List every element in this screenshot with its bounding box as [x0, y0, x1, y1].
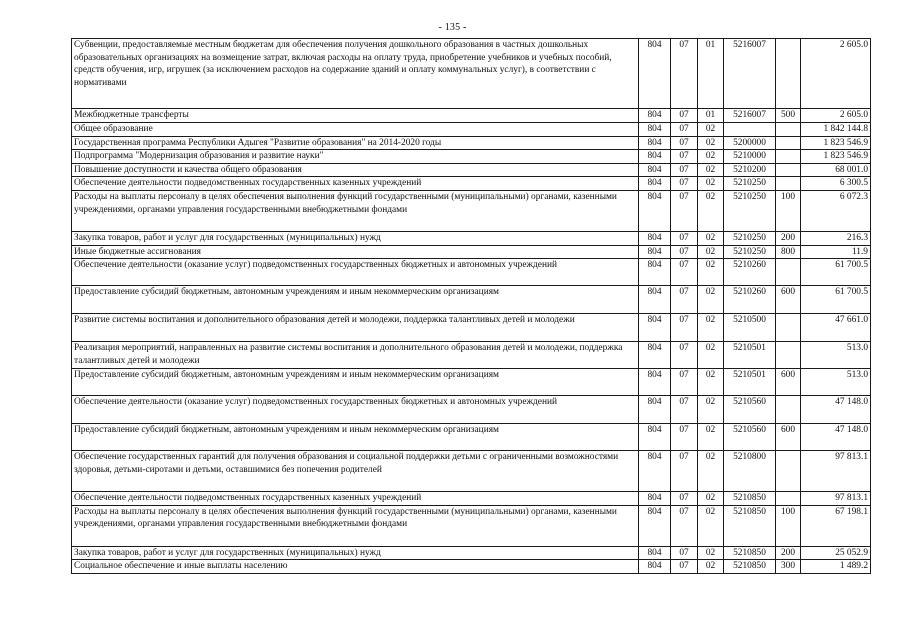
subsection-code-cell: 02	[698, 245, 724, 259]
grbs-code-cell: 804	[639, 39, 671, 109]
expense-type-cell	[776, 259, 801, 286]
target-article-cell: 5210501	[724, 342, 776, 369]
grbs-code-cell: 804	[639, 342, 671, 369]
grbs-code-cell: 804	[639, 546, 671, 560]
expense-type-cell	[776, 136, 801, 150]
grbs-code-cell: 804	[639, 492, 671, 506]
subsection-code-cell: 01	[698, 109, 724, 123]
grbs-code-cell: 804	[639, 369, 671, 396]
expense-type-cell	[776, 123, 801, 137]
expense-name-cell: Развитие системы воспитания и дополнительного образования детей и молодежи, поддержка талантливых детей и молодежи	[72, 314, 639, 342]
subsection-code-cell: 02	[698, 163, 724, 177]
subsection-code-cell: 02	[698, 231, 724, 245]
grbs-code-cell: 804	[639, 136, 671, 150]
expense-name-cell: Социальное обеспечение и иные выплаты населению	[72, 560, 639, 574]
section-code-cell: 07	[671, 451, 698, 492]
section-code-cell: 07	[671, 177, 698, 191]
section-code-cell: 07	[671, 314, 698, 342]
expense-name-cell: Обеспечение деятельности подведомственных государственных казенных учреждений	[72, 177, 639, 191]
section-code-cell: 07	[671, 39, 698, 109]
expense-name-cell: Подпрограмма "Модернизация образования и развитие науки"	[72, 150, 639, 164]
subsection-code-cell: 02	[698, 190, 724, 231]
target-article-cell: 5210260	[724, 286, 776, 314]
table-row	[72, 190, 871, 231]
table-row	[72, 492, 871, 506]
table-row	[72, 505, 871, 546]
target-article-cell: 5210850	[724, 505, 776, 546]
amount-cell: 1 823 546.9	[801, 136, 871, 150]
table-row	[72, 546, 871, 560]
grbs-code-cell: 804	[639, 286, 671, 314]
table-row	[72, 424, 871, 451]
grbs-code-cell: 804	[639, 259, 671, 286]
table-row	[72, 396, 871, 424]
target-article-cell: 5210200	[724, 163, 776, 177]
budget-table	[71, 38, 871, 574]
subsection-code-cell: 02	[698, 546, 724, 560]
subsection-code-cell: 02	[698, 451, 724, 492]
amount-cell: 513.0	[801, 369, 871, 396]
target-article-cell: 5210260	[724, 259, 776, 286]
expense-name-cell: Субвенции, предоставляемые местным бюджетам для обеспечения получения дошкольного образования в частных дошкольных образовательных организациях на возмещение затрат, включая расходы на оплату труда, приобретение учебников и учебных пособий, средств обучения, игр, игрушек (за исключением расходов на содержание зданий и оплату коммунальных услуг), в соответствии с нормативами	[72, 39, 639, 109]
grbs-code-cell: 804	[639, 245, 671, 259]
section-code-cell: 07	[671, 136, 698, 150]
subsection-code-cell: 02	[698, 342, 724, 369]
grbs-code-cell: 804	[639, 231, 671, 245]
target-article-cell: 5216007	[724, 39, 776, 109]
expense-type-cell	[776, 39, 801, 109]
target-article-cell: 5210560	[724, 396, 776, 424]
table-row	[72, 451, 871, 492]
section-code-cell: 07	[671, 259, 698, 286]
section-code-cell: 07	[671, 123, 698, 137]
target-article-cell: 5210250	[724, 177, 776, 191]
expense-name-cell: Реализация мероприятий, направленных на развитие системы воспитания и дополнительного образования детей и молодежи, поддержка талантливых детей и молодежи	[72, 342, 639, 369]
table-row	[72, 231, 871, 245]
expense-type-cell	[776, 342, 801, 369]
grbs-code-cell: 804	[639, 190, 671, 231]
section-code-cell: 07	[671, 109, 698, 123]
expense-type-cell	[776, 163, 801, 177]
table-row	[72, 314, 871, 342]
expense-name-cell: Предоставление субсидий бюджетным, автономным учреждениям и иным некоммерческим организациям	[72, 286, 639, 314]
grbs-code-cell: 804	[639, 560, 671, 574]
expense-type-cell	[776, 314, 801, 342]
table-row	[72, 136, 871, 150]
target-article-cell: 5210500	[724, 314, 776, 342]
table-row	[72, 342, 871, 369]
subsection-code-cell: 02	[698, 259, 724, 286]
expense-name-cell: Расходы на выплаты персоналу в целях обеспечения выполнения функций государственными (муниципальными) органами, казенными учреждениями, органами управления государственными внебюджетными фондами	[72, 190, 639, 231]
subsection-code-cell: 02	[698, 505, 724, 546]
target-article-cell: 5210850	[724, 546, 776, 560]
expense-type-cell	[776, 492, 801, 506]
section-code-cell: 07	[671, 369, 698, 396]
amount-cell: 68 001.0	[801, 163, 871, 177]
expense-type-cell: 200	[776, 231, 801, 245]
grbs-code-cell: 804	[639, 505, 671, 546]
expense-name-cell: Государственная программа Республики Адыгея "Развитие образования" на 2014-2020 годы	[72, 136, 639, 150]
target-article-cell: 5210501	[724, 369, 776, 396]
subsection-code-cell: 02	[698, 123, 724, 137]
amount-cell: 47 661.0	[801, 314, 871, 342]
subsection-code-cell: 02	[698, 177, 724, 191]
target-article-cell: 5210850	[724, 560, 776, 574]
section-code-cell: 07	[671, 546, 698, 560]
table-row	[72, 109, 871, 123]
expense-type-cell: 100	[776, 190, 801, 231]
target-article-cell: 5210560	[724, 424, 776, 451]
expense-type-cell	[776, 150, 801, 164]
target-article-cell: 5200000	[724, 136, 776, 150]
target-article-cell: 5210250	[724, 231, 776, 245]
amount-cell: 47 148.0	[801, 396, 871, 424]
amount-cell: 6 300.5	[801, 177, 871, 191]
amount-cell: 513.0	[801, 342, 871, 369]
subsection-code-cell: 02	[698, 560, 724, 574]
section-code-cell: 07	[671, 505, 698, 546]
expense-name-cell: Закупка товаров, работ и услуг для государственных (муниципальных) нужд	[72, 231, 639, 245]
amount-cell: 1 842 144.8	[801, 123, 871, 137]
target-article-cell: 5210250	[724, 190, 776, 231]
grbs-code-cell: 804	[639, 150, 671, 164]
expense-name-cell: Закупка товаров, работ и услуг для государственных (муниципальных) нужд	[72, 546, 639, 560]
subsection-code-cell: 02	[698, 396, 724, 424]
subsection-code-cell: 02	[698, 286, 724, 314]
expense-type-cell	[776, 177, 801, 191]
expense-name-cell: Обеспечение деятельности (оказание услуг) подведомственных государственных бюджетных и автономных учреждений	[72, 259, 639, 286]
table-row	[72, 39, 871, 109]
amount-cell: 61 700.5	[801, 286, 871, 314]
table-row	[72, 245, 871, 259]
expense-type-cell: 600	[776, 424, 801, 451]
subsection-code-cell: 02	[698, 424, 724, 451]
amount-cell: 97 813.1	[801, 451, 871, 492]
amount-cell: 216.3	[801, 231, 871, 245]
amount-cell: 1 489.2	[801, 560, 871, 574]
expense-type-cell: 100	[776, 505, 801, 546]
amount-cell: 61 700.5	[801, 259, 871, 286]
grbs-code-cell: 804	[639, 396, 671, 424]
expense-type-cell: 300	[776, 560, 801, 574]
table-row	[72, 123, 871, 137]
amount-cell: 11.9	[801, 245, 871, 259]
amount-cell: 2 605.0	[801, 109, 871, 123]
expense-name-cell: Обеспечение государственных гарантий для получения образования и социальной поддержки детьми с ограниченными возможностями здоровья, детьми-сиротами и детьми, оставшимися без попечения родителей	[72, 451, 639, 492]
section-code-cell: 07	[671, 245, 698, 259]
expense-name-cell: Предоставление субсидий бюджетным, автономным учреждениям и иным некоммерческим организациям	[72, 369, 639, 396]
target-article-cell: 5210250	[724, 245, 776, 259]
section-code-cell: 07	[671, 560, 698, 574]
expense-type-cell: 600	[776, 369, 801, 396]
amount-cell: 6 072.3	[801, 190, 871, 231]
table-row	[72, 163, 871, 177]
target-article-cell: 5210000	[724, 150, 776, 164]
section-code-cell: 07	[671, 286, 698, 314]
expense-type-cell	[776, 396, 801, 424]
grbs-code-cell: 804	[639, 314, 671, 342]
expense-name-cell: Иные бюджетные ассигнования	[72, 245, 639, 259]
section-code-cell: 07	[671, 163, 698, 177]
section-code-cell: 07	[671, 492, 698, 506]
table-row	[72, 150, 871, 164]
subsection-code-cell: 01	[698, 39, 724, 109]
expense-type-cell: 500	[776, 109, 801, 123]
grbs-code-cell: 804	[639, 123, 671, 137]
table-row	[72, 369, 871, 396]
target-article-cell: 5210800	[724, 451, 776, 492]
expense-name-cell: Обеспечение деятельности подведомственных государственных казенных учреждений	[72, 492, 639, 506]
page-number: - 135 -	[438, 22, 467, 33]
subsection-code-cell: 02	[698, 492, 724, 506]
section-code-cell: 07	[671, 190, 698, 231]
subsection-code-cell: 02	[698, 150, 724, 164]
expense-type-cell: 600	[776, 286, 801, 314]
subsection-code-cell: 02	[698, 369, 724, 396]
expense-name-cell: Общее образование	[72, 123, 639, 137]
expense-name-cell: Расходы на выплаты персоналу в целях обеспечения выполнения функций государственными (муниципальными) органами, казенными учреждениями, органами управления государственными внебюджетными фондами	[72, 505, 639, 546]
grbs-code-cell: 804	[639, 451, 671, 492]
section-code-cell: 07	[671, 231, 698, 245]
expense-name-cell: Межбюджетные трансферты	[72, 109, 639, 123]
grbs-code-cell: 804	[639, 109, 671, 123]
amount-cell: 67 198.1	[801, 505, 871, 546]
table-row	[72, 259, 871, 286]
table-row	[72, 286, 871, 314]
subsection-code-cell: 02	[698, 136, 724, 150]
amount-cell: 97 813.1	[801, 492, 871, 506]
table-body	[72, 39, 871, 574]
section-code-cell: 07	[671, 396, 698, 424]
table-row	[72, 560, 871, 574]
grbs-code-cell: 804	[639, 163, 671, 177]
section-code-cell: 07	[671, 150, 698, 164]
expense-type-cell: 800	[776, 245, 801, 259]
expense-name-cell: Предоставление субсидий бюджетным, автономным учреждениям и иным некоммерческим организациям	[72, 424, 639, 451]
table-row	[72, 177, 871, 191]
amount-cell: 47 148.0	[801, 424, 871, 451]
expense-name-cell: Обеспечение деятельности (оказание услуг) подведомственных государственных бюджетных и автономных учреждений	[72, 396, 639, 424]
target-article-cell: 5210850	[724, 492, 776, 506]
grbs-code-cell: 804	[639, 177, 671, 191]
amount-cell: 2 605.0	[801, 39, 871, 109]
section-code-cell: 07	[671, 342, 698, 369]
amount-cell: 1 823 546.9	[801, 150, 871, 164]
subsection-code-cell: 02	[698, 314, 724, 342]
expense-type-cell: 200	[776, 546, 801, 560]
expense-name-cell: Повышение доступности и качества общего образования	[72, 163, 639, 177]
amount-cell: 25 052.9	[801, 546, 871, 560]
target-article-cell: 5216007	[724, 109, 776, 123]
expense-type-cell	[776, 451, 801, 492]
section-code-cell: 07	[671, 424, 698, 451]
grbs-code-cell: 804	[639, 424, 671, 451]
target-article-cell	[724, 123, 776, 137]
